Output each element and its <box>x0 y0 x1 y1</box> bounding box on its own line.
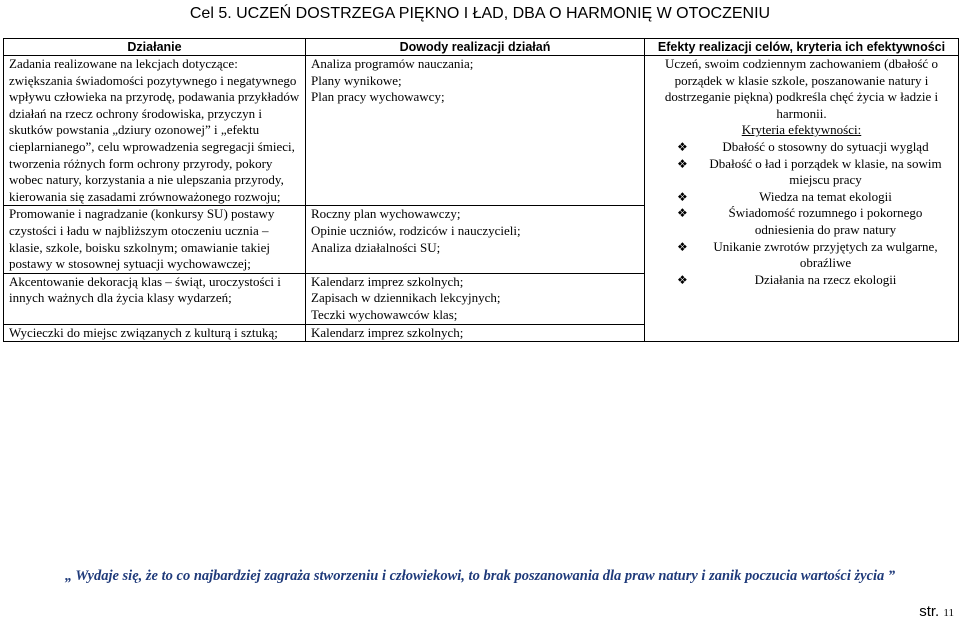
list-item <box>650 156 953 189</box>
diamond-bullet-icon: ❖ <box>677 189 688 204</box>
page-label: str. <box>919 603 940 620</box>
evidence-item: Zapisach w dziennikach lekcyjnych; <box>311 290 501 306</box>
header-effects: Efekty realizacji celów, kryteria ich efektywności <box>645 39 959 56</box>
header-evidence: Dowody realizacji działań <box>306 39 645 56</box>
list-item <box>650 239 953 272</box>
evidence-item: Roczny plan wychowawczy; <box>311 206 461 222</box>
evidence-item: Analiza działalności SU; <box>311 239 441 255</box>
goals-table <box>3 38 959 342</box>
criteria-text: Wiedza na temat ekologii <box>759 188 892 204</box>
list-item <box>650 272 953 289</box>
action-cell: Promowanie i nagradzanie (konkursy SU) postawy czystości i ładu w najbliższym otoczeniu ucznia – klasie, szkole, boisku szkolnym; omawianie takiej postawy w stosownej sytuacji wychowawczej; <box>4 206 306 273</box>
evidence-item: Teczki wychowawców klas; <box>311 306 458 322</box>
criteria-text: Działania na rzecz ekologii <box>754 271 897 287</box>
evidence-cell <box>306 56 645 206</box>
criteria-label: Kryteria efektywności: <box>741 122 862 138</box>
page-number-value: 11 <box>943 607 954 619</box>
diamond-bullet-icon: ❖ <box>677 156 688 171</box>
effects-intro: Uczeń, swoim codziennym zachowaniem (dbałość o porządek w klasie szkole, poszanowanie natury i dostrzeganie piękna) podkreśla chęć życia w ładzie i harmonii. <box>664 56 939 121</box>
evidence-item: Kalendarz imprez szkolnych; <box>311 324 464 340</box>
table-row <box>4 56 959 206</box>
evidence-item: Opinie uczniów, rodziców i nauczycieli; <box>311 222 521 238</box>
page-title: Cel 5. UCZEŃ DOSTRZEGA PIĘKNO I ŁAD, DBA O HARMONIĘ W OTOCZENIU <box>189 5 771 22</box>
diamond-bullet-icon: ❖ <box>677 272 688 287</box>
table-header-row <box>4 39 959 56</box>
header-action: Działanie <box>4 39 306 56</box>
evidence-item: Analiza programów nauczania; <box>311 56 474 71</box>
diamond-bullet-icon: ❖ <box>677 239 688 254</box>
criteria-text: Unikanie zwrotów przyjętych za wulgarne, obraźliwe <box>713 238 938 271</box>
evidence-cell <box>306 273 645 324</box>
evidence-item: Plan pracy wychowawcy; <box>311 89 445 105</box>
page-number <box>919 603 954 620</box>
list-item <box>650 205 953 238</box>
evidence-cell <box>306 206 645 273</box>
criteria-text: Świadomość rozumnego i pokornego odniesienia do praw natury <box>728 205 923 237</box>
diamond-bullet-icon: ❖ <box>677 139 688 154</box>
closing-quote: „ Wydaje się, że to co najbardziej zagraża stworzeniu i człowiekowi, to brak poszanowania dla praw natury i zanik poczucia wartości życia ” <box>64 568 896 584</box>
list-item <box>650 139 953 156</box>
evidence-item: Plany wynikowe; <box>311 72 402 88</box>
criteria-text: Dbałość o stosowny do sytuacji wygląd <box>722 138 929 154</box>
criteria-text: Dbałość o ład i porządek w klasie, na sowim miejscu pracy <box>709 155 942 188</box>
effects-cell <box>645 56 959 342</box>
diamond-bullet-icon: ❖ <box>677 206 688 221</box>
criteria-list <box>650 139 953 288</box>
evidence-cell <box>306 324 645 342</box>
action-cell: Zadania realizowane na lekcjach dotyczące: zwiększania świadomości pozytywnego i negatywnego wpływu człowieka na przyrodę, podawania przykładów działań na rzecz ochrony środowiska, przyczyn i skutków powstania „dziury ozonowej” i „efektu cieplarnianego”, celu wprowadzenia segregacji śmieci, tworzenia różnych form ochrony przyrody, pokory wobec natury, korzystania a nie ulepszania przyrody, kierowania się zasadami zrównoważonego rozwoju; <box>4 56 306 206</box>
list-item <box>650 189 953 206</box>
action-cell: Wycieczki do miejsc związanych z kulturą i sztuką; <box>4 324 306 342</box>
evidence-item: Kalendarz imprez szkolnych; <box>311 273 464 289</box>
action-cell: Akcentowanie dekoracją klas – świąt, uroczystości i innych ważnych dla życia klasy wydarzeń; <box>4 273 306 324</box>
